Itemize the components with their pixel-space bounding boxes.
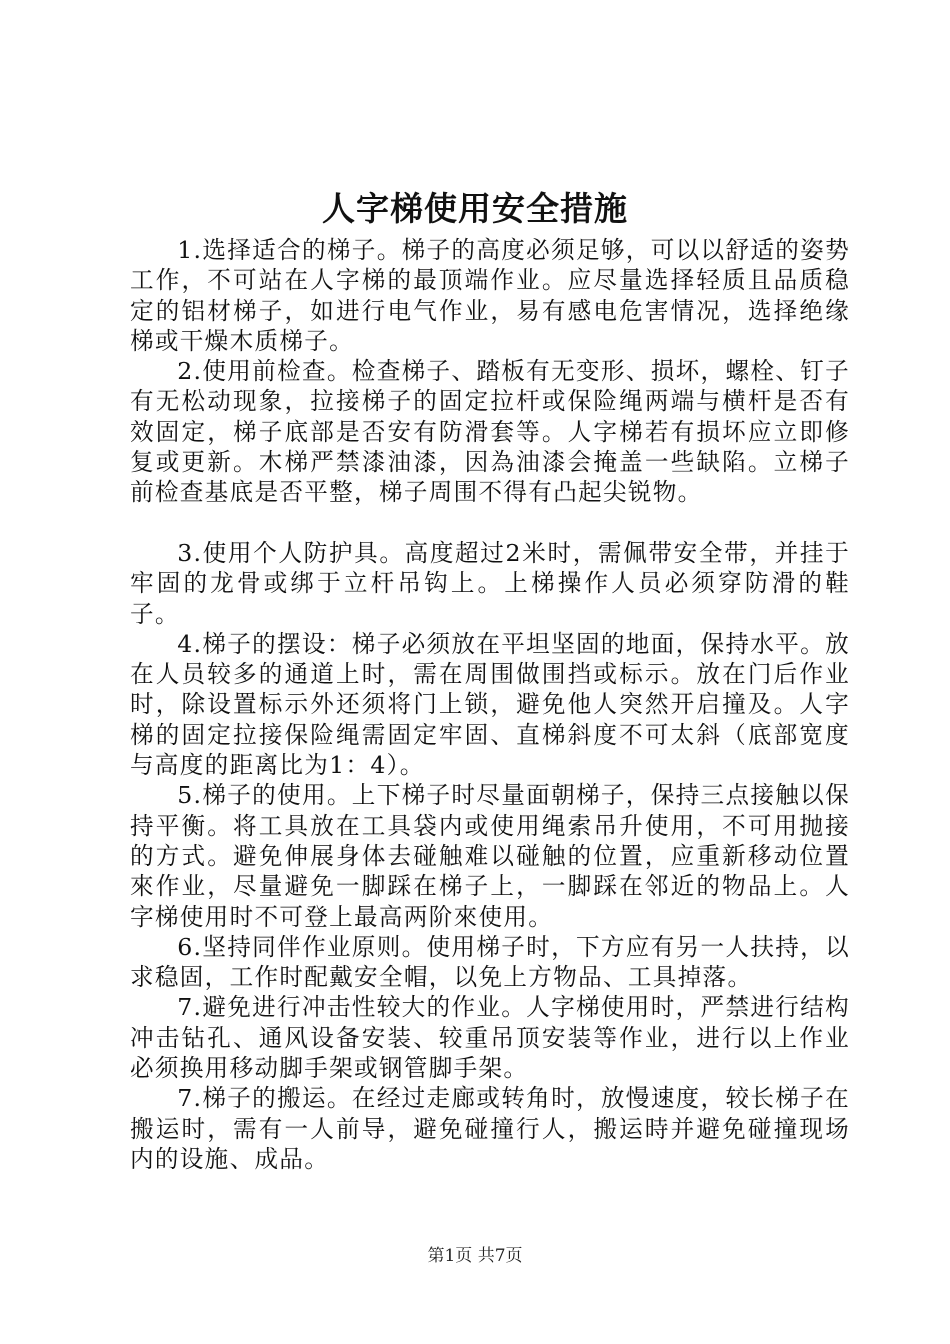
paragraph-1: 1.选择适合的梯子。梯子的高度必须足够，可以以舒适的姿势工作，不可站在人字梯的最顶端作业。应尽量选择轻质且品质稳定的铝材梯子，如进行电气作业，易有感电危害情况，选择绝缘梯或干燥木质梯子。 xyxy=(130,236,850,355)
paragraph-2: 2.使用前检查。检查梯子、踏板有无变形、损坏，螺栓、钉子有无松动现象，拉接梯子的固定拉杆或保险绳两端与横杆是否有效固定，梯子底部是否安有防滑套等。人字梯若有损坏应立即修复或更新。木梯严禁漆油漆，因為油漆会掩盖一些缺陷。立梯子前检查基底是否平整，梯子周围不得有凸起尖锐物。 xyxy=(130,357,850,507)
paragraph-3: 3.使用个人防护具。高度超过2米时，需佩带安全带，并挂于牢固的龙骨或绑于立杆吊钩上。上梯操作人员必须穿防滑的鞋子。 xyxy=(130,538,850,628)
paragraph-6: 6.坚持同伴作业原则。使用梯子时，下方应有另一人扶持，以求稳固，工作时配戴安全帽，以免上方物品、工具掉落。 xyxy=(130,932,850,992)
document-body xyxy=(130,235,850,1174)
paragraph-8: 7.梯子的搬运。在经过走廊或转角时，放慢速度，较长梯子在搬运时，需有一人前导，避免碰撞行人，搬运時并避免碰撞现场内的设施、成品。 xyxy=(130,1084,850,1173)
paragraph-4: 4.梯子的摆设：梯子必须放在平坦坚固的地面，保持水平。放在人员较多的通道上时，需在周围做围挡或标示。放在门后作业时，除设置标示外还须将门上锁，避免他人突然开启撞及。人字梯的固定拉接保险绳需固定牢固、直梯斜度不可太斜（底部宽度与高度的距离比为1：4）。 xyxy=(130,629,850,780)
document-title: 人字梯使用安全措施 xyxy=(322,189,628,228)
paragraph-5: 5.梯子的使用。上下梯子时尽量面朝梯子，保持三点接触以保持平衡。将工具放在工具袋内或使用绳索吊升使用，不可用抛接的方式。避免伸展身体去碰触难以碰触的位置，应重新移动位置來作业，尽量避免一脚踩在梯子上，一脚踩在邻近的物品上。人字梯使用时不可登上最高两阶來使用。 xyxy=(130,781,850,931)
paragraph-gap xyxy=(130,508,850,538)
paragraph-7: 7.避免进行冲击性较大的作业。人字梯使用时，严禁进行结构冲击钻孔、通风设备安装、较重吊顶安装等作业，进行以上作业必须换用移动脚手架或钢管脚手架。 xyxy=(130,993,850,1083)
page-footer: 第1页 共7页 xyxy=(427,1246,523,1266)
